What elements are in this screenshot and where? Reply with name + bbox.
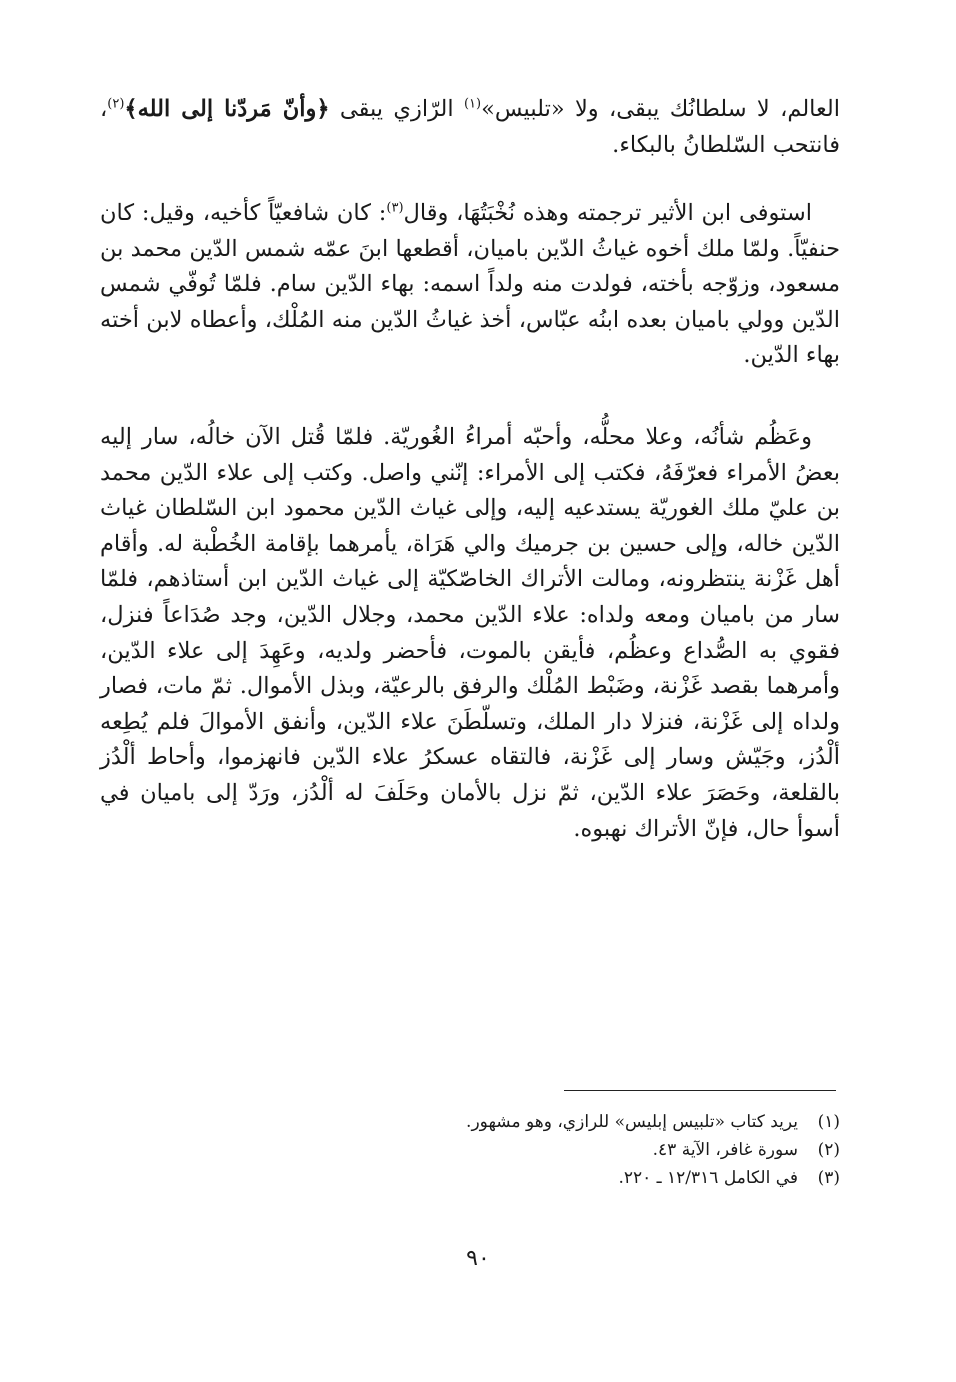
paragraph-1-text-b: الرّازي يبقى [329, 96, 464, 122]
page-number: ٩٠ [466, 1246, 490, 1271]
footnote-ref-1: (١) [463, 96, 482, 112]
paragraph-1 [100, 92, 840, 163]
paragraph-3-text: وعَظُم شأنُه، وعلا محلُّه، وأحبّه أمراءُ الغُوريّة. فلمّا قُتل الآن خالُه، سار إليه بعضُ الأمراء فعرّفَهُ، فكتب إلى الأمراء: إنّني واصل. وكتب إلى علاء الدّين محمد بن عليّ ملك الغوريّة يستدعيه إليه، وإلى غياث الدّين محمود ابن السّلطان غياث الدّين خاله، وإلى حسين بن جرميك والي هَرَاة، يأمرهما بإقامة الخُطْبة له. وأقام أهل غَزْنة ينتظرونه، ومالت الأتراك الخاصّكيّة إلى غياث الدّين ابن أستاذهم، فلمّا سار من باميان ومعه ولداه: علاء الدّين محمد، وجلال الدّين، وجد صُدَاعاً فنزل، فقوي به الصُّداع وعظُم، فأيقن بالموت، فأحضر ولديه، وعَهِدَ إلى علاء الدّين، وأمرهما بقصد غَزْنة، وضَبْط المُلْك والرفق بالرعيّة، وبذل الأموال. ثمّ مات، فصار ولداه إلى غَزْنة، فنزلا دار الملك، وتسلّطَنَ علاء الدّين، وأنفق الأموالَ فلم يُطِعه ألْدُز، وجَيّش وسار إلى غَزْنة، فالتقاه عسكرُ علاء الدّين فانهزموا، وأحاط ألْدُز بالقلعة، وحَصَرَ علاء الدّين، ثمّ نزل بالأمان وحَلَفَ له ألْدُز، ورَدّ إلى باميان في أسوأ حال، فإنّ الأتراك نهبوه. [100, 424, 840, 842]
paragraph-1-text-a: العالم، لا سلطانُك يبقى، ولا «تلبيس» [481, 96, 840, 122]
paragraph-2 [100, 196, 840, 374]
footnote-text: سورة غافر، الآية ٤٣. [652, 1140, 798, 1160]
paragraph-1-text-c: ، فانتحب السّلطانُ بالبكاء. [100, 96, 840, 158]
footnote-1 [300, 1108, 840, 1136]
footnote-number: (٣) [817, 1168, 840, 1188]
footnote-number: (١) [817, 1112, 840, 1132]
footnote-separator [564, 1090, 836, 1091]
footnote-ref-3: (٣) [386, 200, 404, 216]
footnote-text: يريد كتاب «تلبيس إبليس» للرازي، وهو مشهور. [466, 1112, 798, 1132]
footnote-text: في الكامل ١٢/٣١٦ ـ ٢٢٠. [618, 1168, 798, 1188]
paragraph-2-text-a: استوفى ابن الأثير ترجمته وهذه نُخْبَتُهَا، وقال [403, 200, 813, 226]
footnote-ref-2: (٢) [107, 96, 125, 112]
footnote-2 [300, 1136, 840, 1164]
paragraph-3 [100, 420, 840, 847]
footnote-3 [300, 1164, 840, 1192]
footnotes [300, 1108, 840, 1192]
footnote-number: (٢) [817, 1140, 840, 1160]
paragraph-2-text-b: : كان شافعيّاً كأخيه، وقيل: كان حنفيّاً. ولمّا ملك أخوه غياثُ الدّين باميان، أقطعها ابنَ عمّه شمس الدّين محمد بن مسعود، وزوّجه بأخته، فولدت منه ولداً اسمه: بهاء الدّين سام. فلمّا تُوفّي شمس الدّين وولي باميان بعده ابنُه عبّاس، أخذ غياثُ الدّين منه المُلْك، وأعطاه لابن أخته بهاء الدّين. [100, 200, 840, 369]
quran-quote: ﴿وأنّ مَردّنا إلى الله﴾ [124, 96, 330, 122]
